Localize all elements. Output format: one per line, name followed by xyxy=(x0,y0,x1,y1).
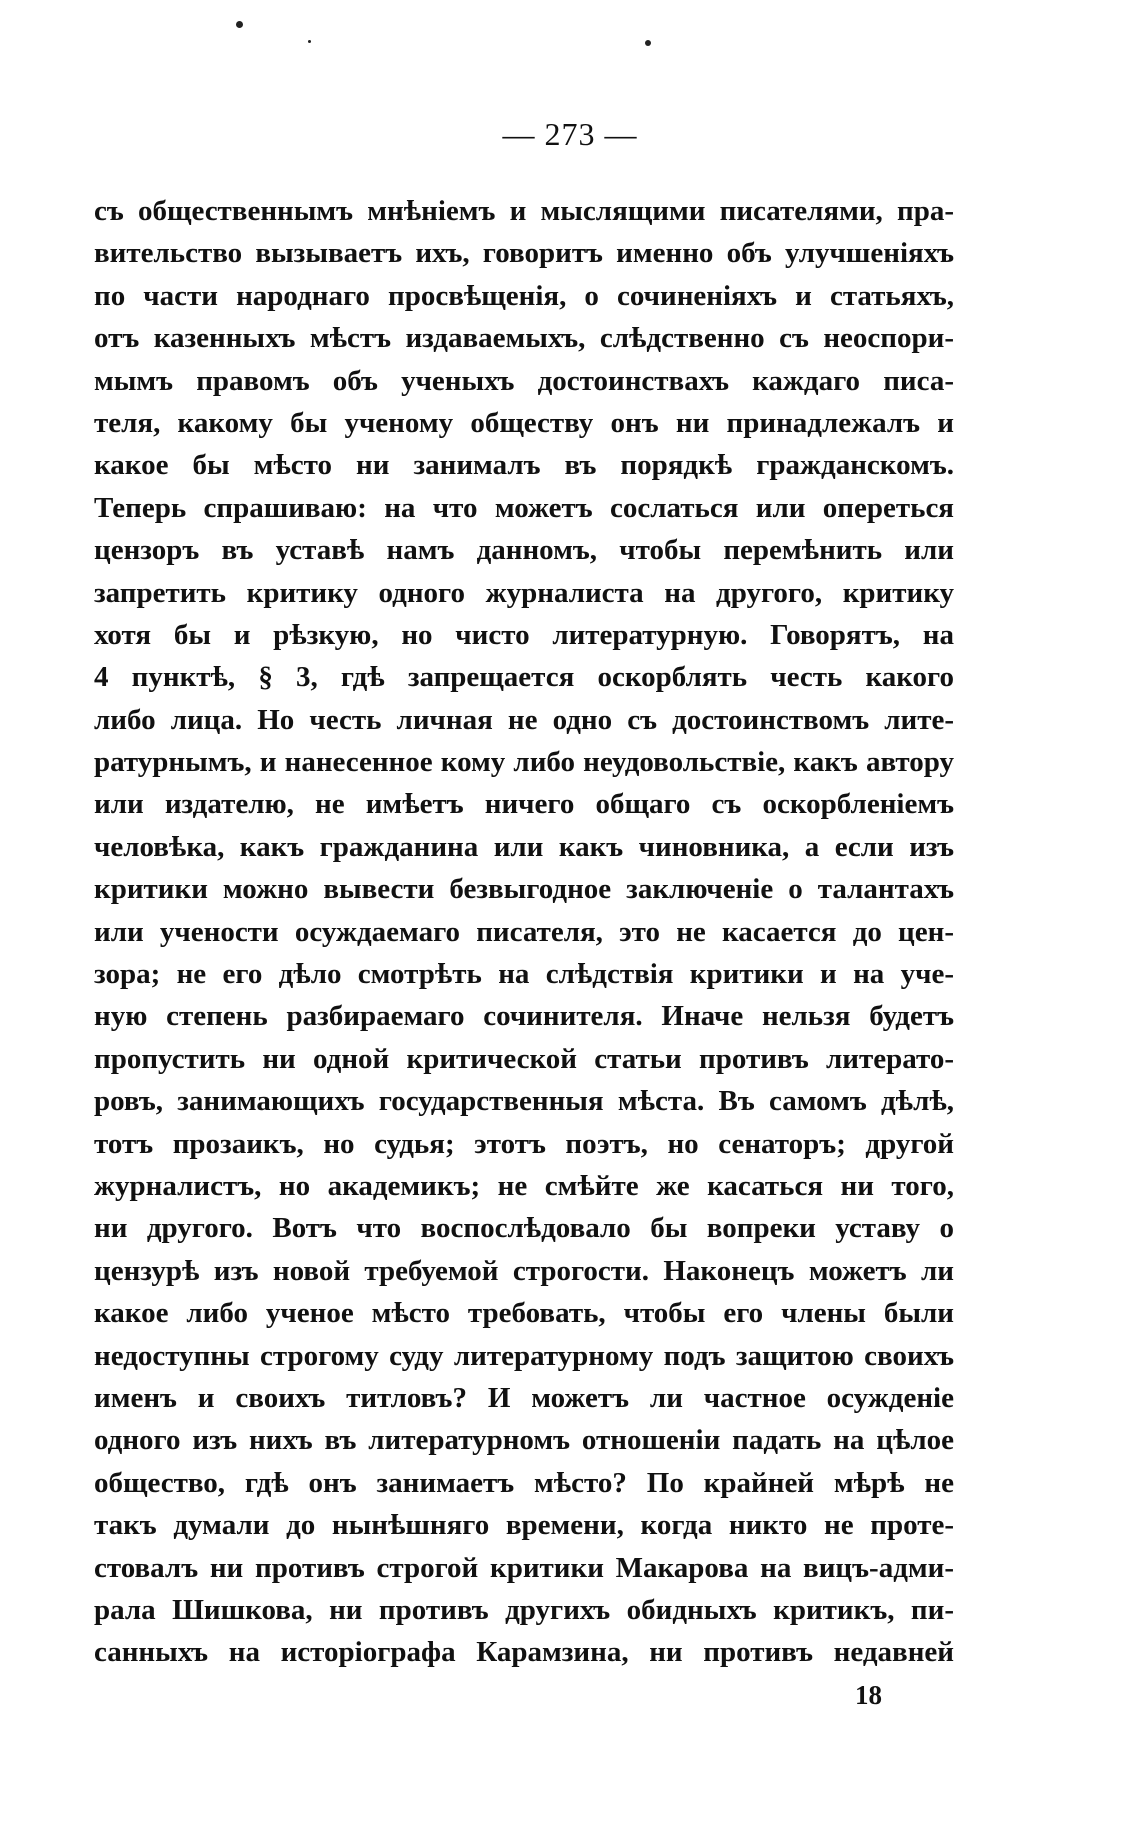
body-text xyxy=(94,190,954,1674)
text-line: или издателю, не имѣетъ ничего общаго съ оскорбленіемъ xyxy=(94,788,954,821)
text-line: либо лица. Но честь личная не одно съ достоинствомъ лите- xyxy=(94,703,954,736)
text-line: по части народнаго просвѣщенія, о сочиненіяхъ и статьяхъ, xyxy=(94,279,954,312)
text-line: ровъ, занимающихъ государственныя мѣста. Въ самомъ дѣлѣ, xyxy=(94,1085,954,1118)
text-line: критики можно вывести безвыгодное заключеніе о талантахъ xyxy=(94,873,954,906)
text-line: журналистъ, но академикъ; не смѣйте же касаться ни того, xyxy=(94,1169,954,1202)
text-line: стовалъ ни противъ строгой критики Макарова на вицъ-адми- xyxy=(94,1551,954,1584)
text-line: какое либо ученое мѣсто требовать, чтобы его члены были xyxy=(94,1297,954,1330)
text-line: такъ думали до нынѣшняго времени, когда никто не проте- xyxy=(94,1509,954,1542)
text-line: одного изъ нихъ въ литературномъ отношеніи падать на цѣлое xyxy=(94,1424,954,1457)
text-line: человѣка, какъ гражданина или какъ чиновника, а если изъ xyxy=(94,830,954,863)
signature-mark: 18 xyxy=(855,1680,882,1710)
text-line: запретить критику одного журналиста на другого, критику xyxy=(94,576,954,609)
text-line: отъ казенныхъ мѣстъ издаваемыхъ, слѣдственно съ неоспори- xyxy=(94,322,954,355)
text-line: мымъ правомъ объ ученыхъ достоинствахъ каждаго писа- xyxy=(94,364,954,397)
text-line: какое бы мѣсто ни занималъ въ порядкѣ гражданскомъ. xyxy=(94,449,954,482)
text-line: или учености осуждаемаго писателя, это не касается до цен- xyxy=(94,915,954,948)
text-line: недоступны строгому суду литературному подъ защитою своихъ xyxy=(94,1339,954,1372)
text-line: тотъ прозаикъ, но судья; этотъ поэтъ, но сенаторъ; другой xyxy=(94,1127,954,1160)
text-line: теля, какому бы ученому обществу онъ ни принадлежалъ и xyxy=(94,406,954,439)
text-line: ни другого. Вотъ что воспослѣдовало бы вопреки уставу о xyxy=(94,1212,954,1245)
text-line: цензоръ въ уставѣ намъ данномъ, чтобы перемѣнить или xyxy=(94,534,954,567)
text-line: рала Шишкова, ни противъ другихъ обидныхъ критикъ, пи- xyxy=(94,1593,954,1626)
print-speck xyxy=(645,40,651,46)
text-line: съ общественнымъ мнѣніемъ и мыслящими писателями, пра- xyxy=(94,195,954,227)
print-speck xyxy=(308,40,311,43)
text-line: Теперь спрашиваю: на что можетъ сослаться или опереться xyxy=(94,491,954,524)
text-line: цензурѣ изъ новой требуемой строгости. Наконецъ можетъ ли xyxy=(94,1254,954,1287)
text-line: 4 пунктѣ, § 3, гдѣ запрещается оскорблять честь какого xyxy=(94,661,954,694)
text-line: санныхъ на исторіографа Карамзина, ни противъ недавней xyxy=(94,1636,954,1669)
text-line: именъ и своихъ титловъ? И можетъ ли частное осужденіе xyxy=(94,1381,954,1414)
text-line: хотя бы и рѣзкую, но чисто литературную. Говорятъ, на xyxy=(94,618,954,651)
text-line: вительство вызываетъ ихъ, говоритъ именно объ улучшеніяхъ xyxy=(94,237,954,270)
text-line: зора; не его дѣло смотрѣть на слѣдствія критики и на уче- xyxy=(94,958,954,991)
text-line: ратурнымъ, и нанесенное кому либо неудовольствіе, какъ автору xyxy=(94,746,954,779)
page-header-number: — 273 — xyxy=(502,116,638,152)
text-line: пропустить ни одной критической статьи противъ литерато- xyxy=(94,1042,954,1075)
text-line: общество, гдѣ онъ занимаетъ мѣсто? По крайней мѣрѣ не xyxy=(94,1466,954,1499)
text-line: ную степень разбираемаго сочинителя. Иначе нельзя будетъ xyxy=(94,1000,954,1033)
print-speck xyxy=(236,21,243,28)
